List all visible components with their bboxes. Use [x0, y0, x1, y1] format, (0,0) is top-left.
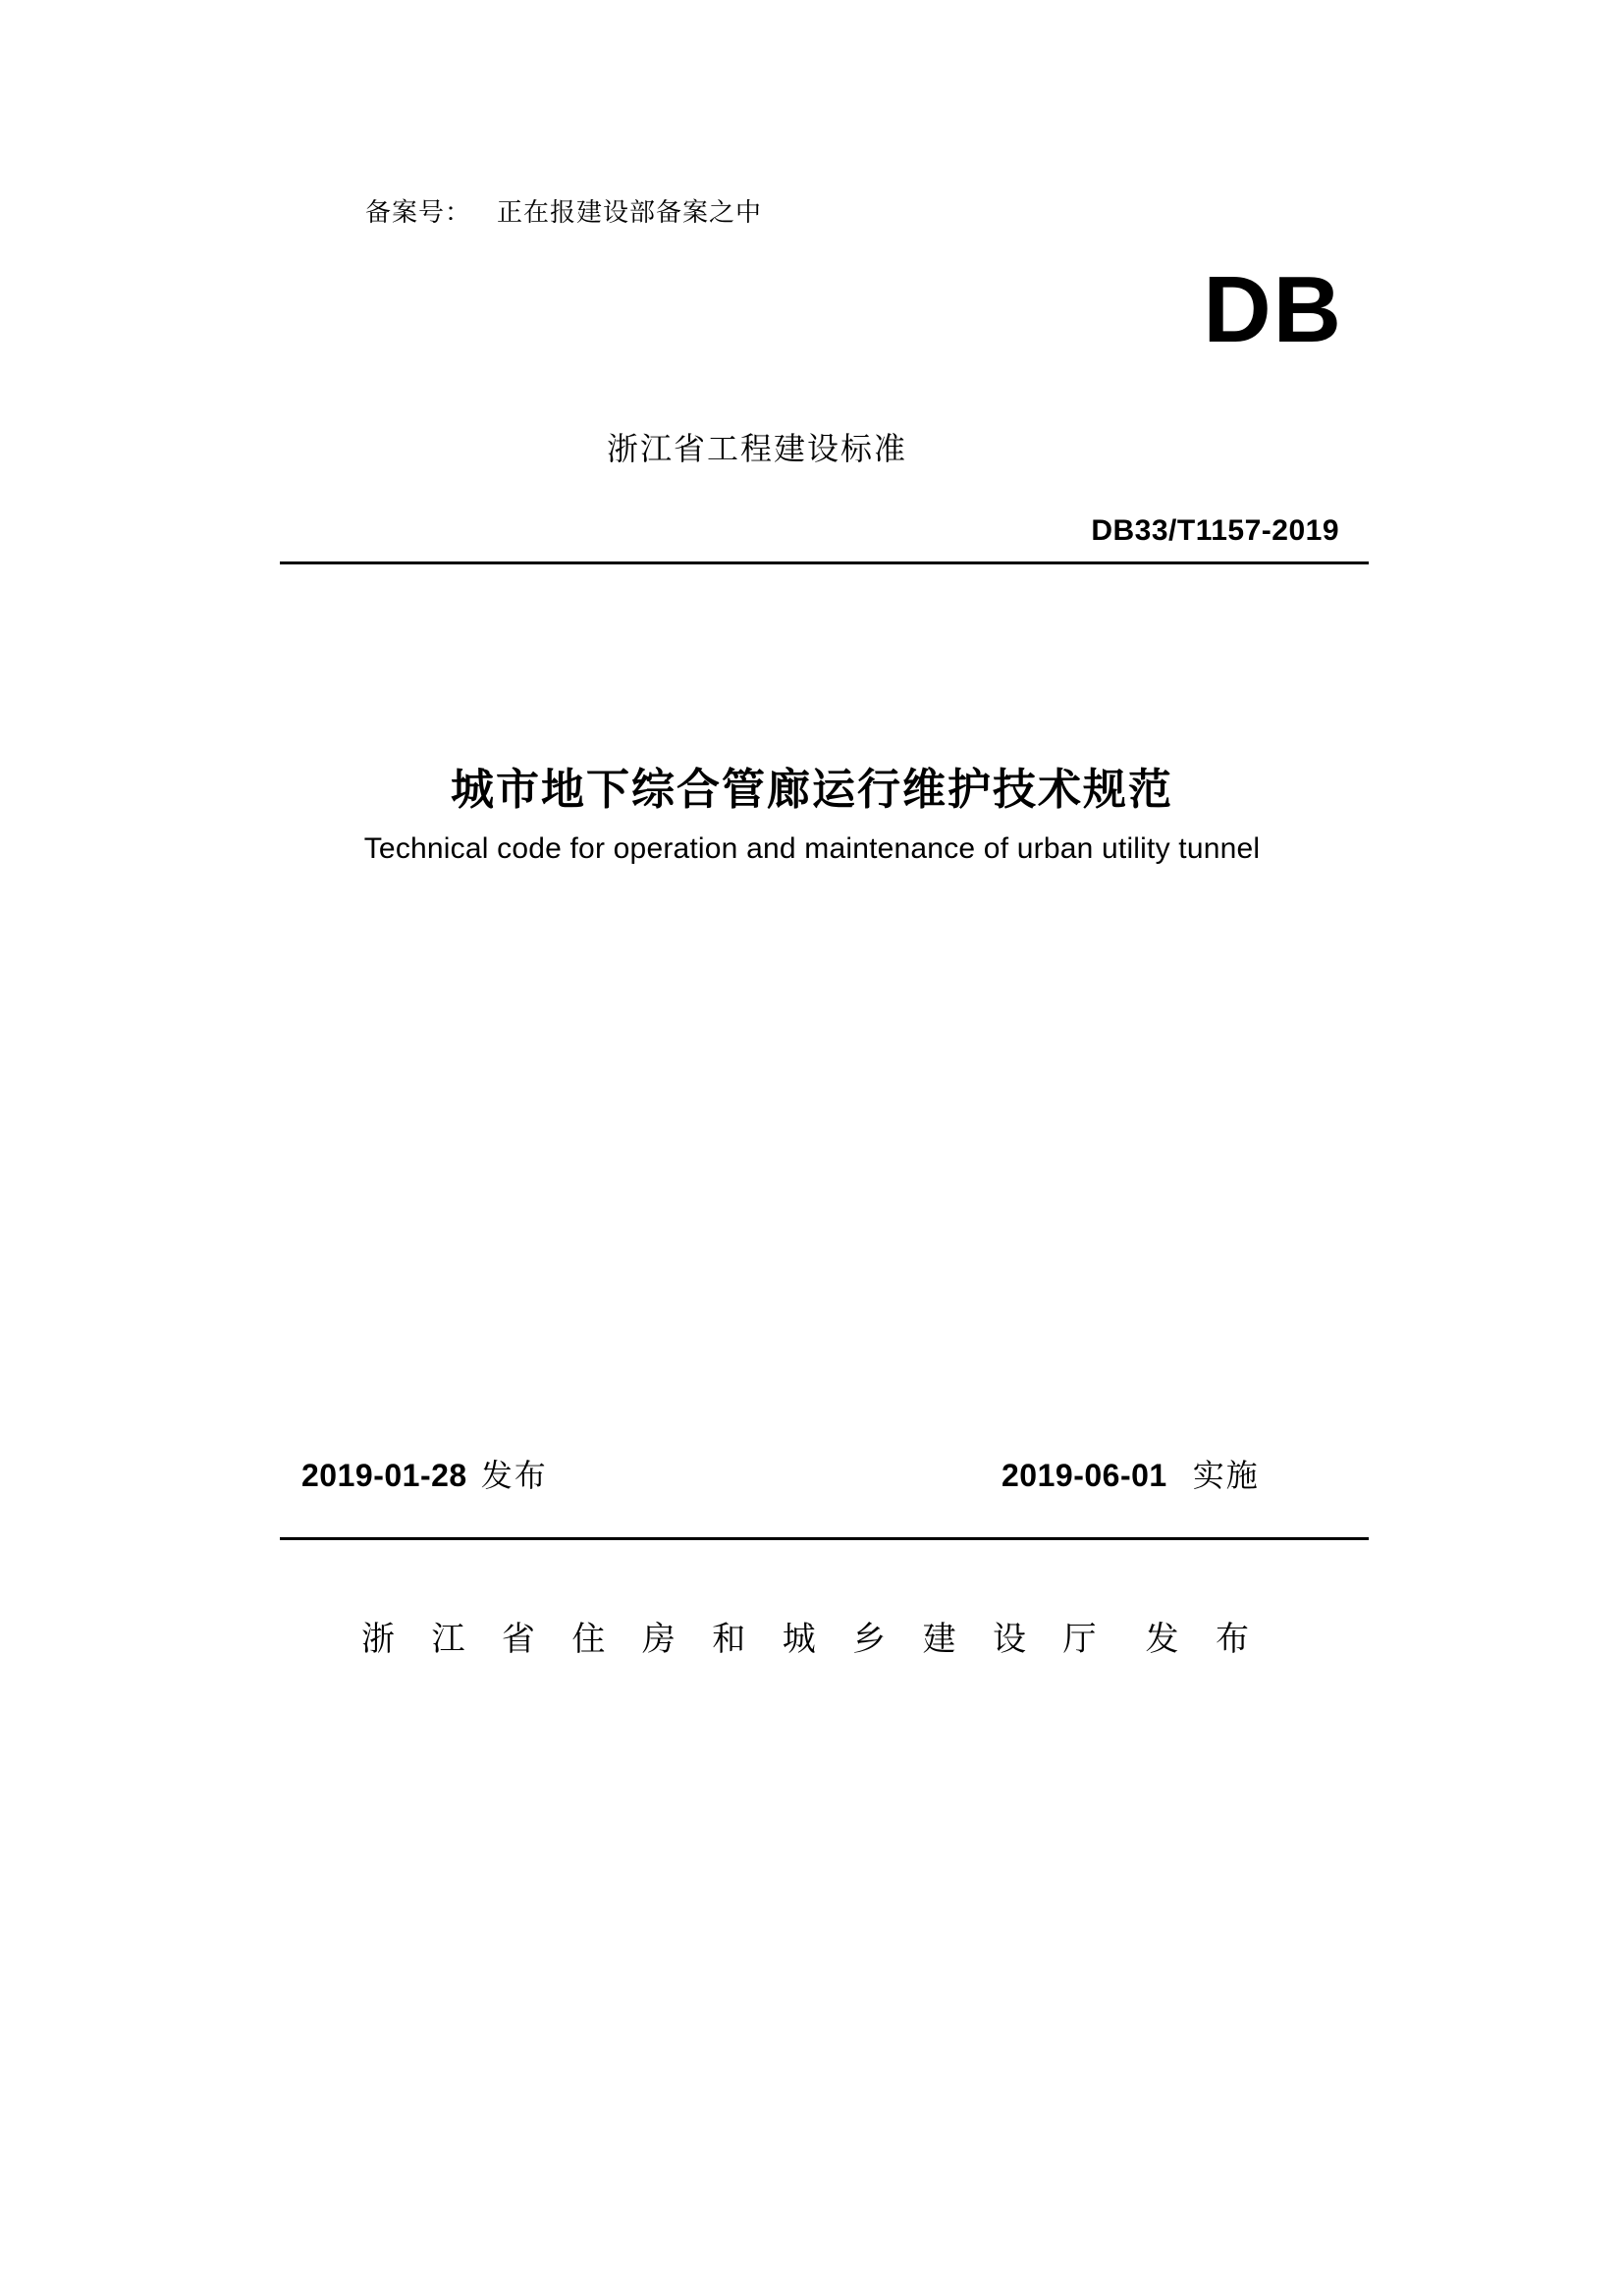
dates-row: [280, 1451, 1369, 1500]
issue-date-group: [301, 1451, 548, 1496]
publisher-line: [0, 1612, 1624, 1660]
issue-date-value: 2019-01-28: [301, 1458, 467, 1493]
effective-date-value: 2019-06-01: [1001, 1458, 1167, 1493]
standard-number: DB33/T1157-2019: [1091, 514, 1339, 547]
standard-class-label: 浙江省工程建设标准: [607, 431, 908, 466]
record-number-value: 正在报建设部备案之中: [497, 197, 763, 227]
record-number-label: 备案号：: [365, 197, 472, 227]
document-title-english: Technical code for operation and maintenance of urban utility tunnel: [363, 832, 1261, 865]
document-title-chinese: 城市地下综合管廊运行维护技术规范: [451, 766, 1173, 814]
issue-date-label: 发布: [480, 1458, 548, 1493]
bottom-divider: [280, 1537, 1369, 1540]
record-number-line: [365, 192, 762, 229]
effective-date-group: [1001, 1451, 1260, 1496]
db-mark: DB: [1203, 257, 1343, 362]
top-divider: [280, 561, 1369, 564]
effective-date-label: 实施: [1192, 1458, 1260, 1493]
publisher-name: 浙 江 省 住 房 和 城 乡 建 设 厅: [361, 1621, 1110, 1658]
publisher-verb: 发 布: [1145, 1621, 1263, 1658]
